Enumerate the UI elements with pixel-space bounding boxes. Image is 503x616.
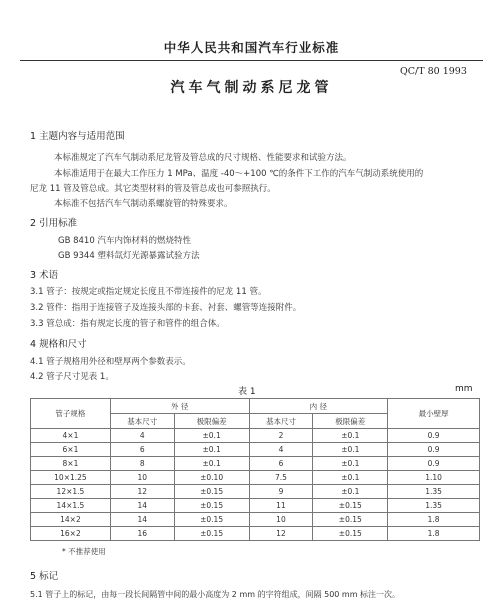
pipe-dimensions-table <box>30 398 480 541</box>
table-cell: 4 <box>110 429 174 443</box>
table-cell: 1.35 <box>388 499 480 513</box>
term-3-2: 3.2 管件：指用于连接管子及连接头部的卡套、衬套、螺管等连接附件。 <box>30 303 302 313</box>
table-cell: ±0.1 <box>174 457 249 471</box>
table-cell: 14 <box>110 499 174 513</box>
table-cell: 8 <box>110 457 174 471</box>
table-cell: ±0.1 <box>174 429 249 443</box>
header-inner-tolerance: 极限偏差 <box>313 414 388 429</box>
table-cell: 10×1.25 <box>31 471 111 485</box>
clause-4-1: 4.1 管子规格用外径和壁厚两个参数表示。 <box>30 357 191 367</box>
table-cell: 16 <box>110 527 174 541</box>
clause-5-1: 5.1 管子上的标记，由每一段长间隔管中间的最小高度为 2 mm 的字符组成，间隔 500 mm 标注一次。 <box>30 590 401 599</box>
table-cell: ±0.15 <box>174 513 249 527</box>
table-row <box>31 457 480 471</box>
table-cell: 14 <box>110 513 174 527</box>
header-outer-tolerance: 极限偏差 <box>174 414 249 429</box>
reference-1: GB 8410 汽车内饰材料的燃烧特性 <box>58 236 191 246</box>
table-cell: 12×1.5 <box>31 485 111 499</box>
table-cell: 1.35 <box>388 485 480 499</box>
table-cell: ±0.1 <box>313 485 388 499</box>
table-row <box>31 443 480 457</box>
table-cell: 14×2 <box>31 513 111 527</box>
table-cell: ±0.1 <box>313 457 388 471</box>
table-cell: 11 <box>249 499 313 513</box>
clause-4-2: 4.2 管子尺寸见表 1。 <box>30 372 114 382</box>
document-title: 汽车气制动系尼龙管 <box>170 80 333 96</box>
table-cell: ±0.15 <box>174 499 249 513</box>
table-row <box>31 499 480 513</box>
header-inner-nominal: 基本尺寸 <box>249 414 313 429</box>
table-footnote: * 不推荐使用 <box>62 547 106 556</box>
section-5-title: 5 标记 <box>30 571 59 582</box>
table-cell: 4 <box>249 443 313 457</box>
table-cell: ±0.15 <box>313 527 388 541</box>
term-3-1: 3.1 管子：按规定或指定规定长度且不带连接件的尼龙 11 管。 <box>30 287 267 297</box>
standard-title: 中华人民共和国汽车行业标准 <box>163 40 340 55</box>
table-cell: ±0.15 <box>313 513 388 527</box>
section-1-paragraph-1: 本标准规定了汽车气制动系尼龙管及管总成的尺寸规格、性能要求和试验方法。 <box>54 153 352 163</box>
table-cell: 1.8 <box>388 513 480 527</box>
table-cell: 14×1.5 <box>31 499 111 513</box>
table-cell: 12 <box>249 527 313 541</box>
reference-2: GB 9344 塑料氙灯光源暴露试验方法 <box>58 251 200 261</box>
table-cell: ±0.15 <box>313 499 388 513</box>
table-cell: 6 <box>110 443 174 457</box>
table-cell: 2 <box>249 429 313 443</box>
section-1-title: 1 主题内容与适用范围 <box>30 131 125 142</box>
table-row <box>31 527 480 541</box>
table-cell: ±0.15 <box>174 527 249 541</box>
header-inner-diameter: 内 径 <box>249 399 388 414</box>
table-unit: mm <box>455 384 473 394</box>
section-1-paragraph-2a: 本标准适用于在最大工作压力 1 MPa、温度 -40～+100 ℃的条件下工作的汽车气制动系统使用的 <box>54 169 424 179</box>
table-cell: 1.8 <box>388 527 480 541</box>
table-cell: 9 <box>249 485 313 499</box>
term-3-3: 3.3 管总成：指有规定长度的管子和管件的组合体。 <box>30 319 225 329</box>
table-cell: 7.5 <box>249 471 313 485</box>
section-4-title: 4 规格和尺寸 <box>30 339 87 350</box>
section-3-title: 3 术语 <box>30 270 59 281</box>
table-cell: 12 <box>110 485 174 499</box>
table-cell: ±0.1 <box>174 443 249 457</box>
section-1-paragraph-2b: 尼龙 11 管及管总成。其它类型材料的管及管总成也可参照执行。 <box>30 184 276 194</box>
table-row <box>31 429 480 443</box>
header-outer-diameter: 外 径 <box>110 399 249 414</box>
table-cell: 1.10 <box>388 471 480 485</box>
table-row <box>31 513 480 527</box>
table-cell: ±0.10 <box>174 471 249 485</box>
table-cell: ±0.1 <box>313 429 388 443</box>
table-cell: 0.9 <box>388 457 480 471</box>
table-cell: 4×1 <box>31 429 111 443</box>
table-cell: 10 <box>249 513 313 527</box>
table-cell: ±0.1 <box>313 471 388 485</box>
table-cell: 16×2 <box>31 527 111 541</box>
table-caption: 表 1 <box>238 387 256 397</box>
table-cell: ±0.15 <box>174 485 249 499</box>
table-cell: 0.9 <box>388 429 480 443</box>
standard-code: QC/T 80 1993 <box>400 66 467 77</box>
table-cell: 6×1 <box>31 443 111 457</box>
header-rule <box>20 60 483 61</box>
table-cell: 10 <box>110 471 174 485</box>
header-min-wall: 最小壁厚 <box>388 399 480 429</box>
section-1-paragraph-3: 本标准不包括汽车气制动系螺旋管的特殊要求。 <box>54 199 233 209</box>
header-outer-nominal: 基本尺寸 <box>110 414 174 429</box>
table-cell: 0.9 <box>388 443 480 457</box>
section-2-title: 2 引用标准 <box>30 218 78 229</box>
table-row <box>31 485 480 499</box>
header-spec: 管子规格 <box>31 399 111 429</box>
table-cell: 8×1 <box>31 457 111 471</box>
table-row <box>31 471 480 485</box>
table-cell: ±0.1 <box>313 443 388 457</box>
table-cell: 6 <box>249 457 313 471</box>
